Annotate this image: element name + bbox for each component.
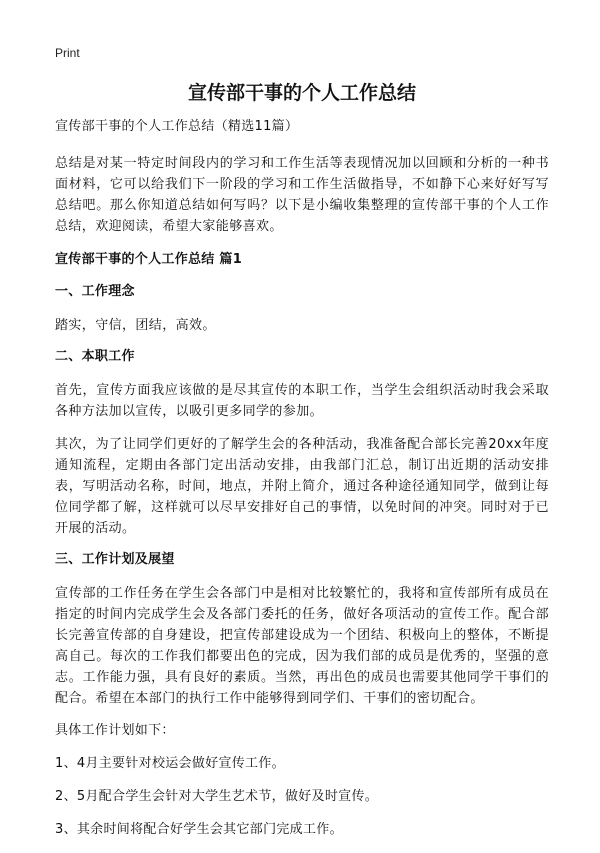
list-item: 1、4月主要针对校运会做好宣传工作。 xyxy=(55,756,285,771)
work-philosophy-paragraph: 踏实，守信，团结，高效。 xyxy=(55,318,216,333)
plan-paragraph: 宣传部的工作任务在学生会各部门中是相对比较繁忙的，我将和宣传部所有成员在指定的时间内完成学生会及各部门委托的任务，做好各项活动的宣传工作。配合部长完善宣传部的自身建设，把宣传部建设成为一个团结、积极向上的整体，不断提高自己。每次的工作我们都要出色的完成，因为我们部的成员是优秀的，坚强的意志。工作能力强，具有良好的素质。当然，再出色的成员也需要其他同学干事们的配合。希望在本部门的执行工作中能够得到同学们、干事们的密切配合。 xyxy=(55,586,549,706)
document-content xyxy=(55,118,549,853)
document-subtitle: 宣传部干事的个人工作总结（精选11篇） xyxy=(55,119,299,134)
duties-paragraph-2: 其次，为了让同学们更好的了解学生会的各种活动，我准备配合部长完善20xx年度通知流程，定期由各部门定出活动安排，由我部门汇总，制订出近期的活动安排表，写明活动名称，时间，地点，并附上简介，通过各种途径通知同学，做到让每位同学都了解，这样就可以尽早安排好自己的事情，以免时间的冲突。同时对于已开展的活动。 xyxy=(55,437,549,536)
intro-paragraph: 总结是对某一特定时间段内的学习和工作生活等表现情况加以回顾和分析的一种书面材料，它可以给我们下一阶段的学习和工作生活做指导，不如静下心来好好写写总结吧。那么你知道总结如何写吗？以下是小编收集整理的宣传部干事的个人工作总结，欢迎阅读，希望大家能够喜欢。 xyxy=(55,156,549,234)
print-link[interactable]: Print xyxy=(55,46,80,60)
duties-paragraph-1: 首先，宣传方面我应该做的是尽其宣传的本职工作，当学生会组织活动时我会采取各种方法加以宣传，以吸引更多同学的参加。 xyxy=(55,383,549,419)
page-title: 宣传部干事的个人工作总结 xyxy=(187,82,416,104)
section-heading-work-philosophy: 一、工作理念 xyxy=(55,284,135,299)
list-item: 3、其余时间将配合好学生会其它部门完成工作。 xyxy=(55,822,343,837)
plan-intro: 具体工作计划如下： xyxy=(55,723,175,738)
article-heading: 宣传部干事的个人工作总结 篇1 xyxy=(55,252,243,267)
section-heading-plan: 三、工作计划及展望 xyxy=(55,552,175,567)
list-item: 2、5月配合学生会针对大学生艺术节，做好及时宣传。 xyxy=(55,789,379,804)
section-heading-duties: 二、本职工作 xyxy=(55,349,135,364)
